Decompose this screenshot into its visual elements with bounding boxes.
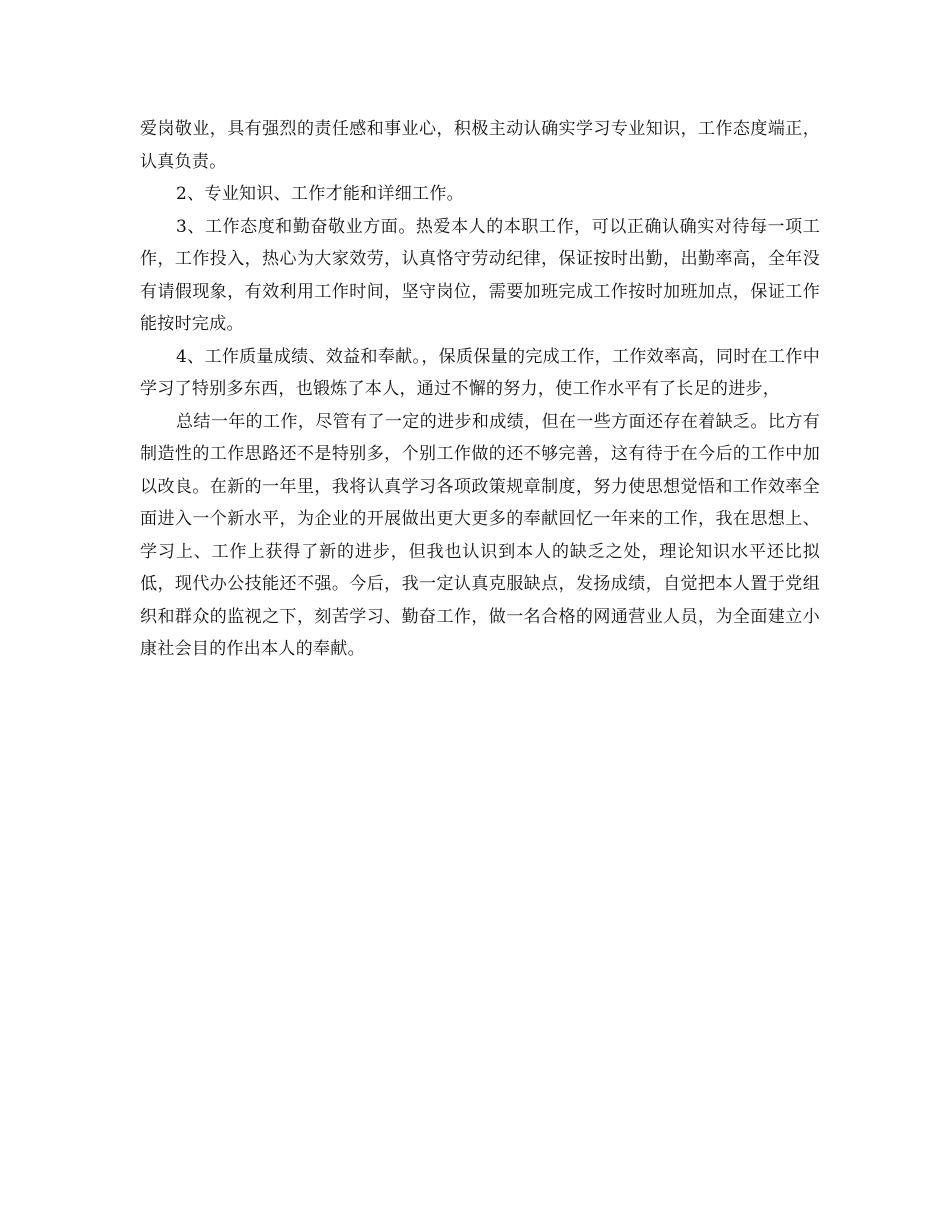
document-page [140, 113, 820, 666]
paragraph-item-4: 4、工作质量成绩、效益和奉献。，保质保量的完成工作，工作效率高，同时在工作中学习了特别多东西，也锻炼了本人，通过不懈的努力，使工作水平有了长足的进步， [140, 346, 820, 399]
paragraph-summary: 总结一年的工作，尽管有了一定的进步和成绩，但在一些方面还存在着缺乏。比方有制造性的工作思路还不是特别多，个别工作做的还不够完善，这有待于在今后的工作中加以改良。在新的一年里，我将认真学习各项政策规章制度，努力使思想觉悟和工作效率全面进入一个新水平，为企业的开展做出更大更多的奉献回忆一年来的工作，我在思想上、学习上、工作上获得了新的进步，但我也认识到本人的缺乏之处，理论知识水平还比拟低，现代办公技能还不强。今后，我一定认真克服缺点，发扬成绩，自觉把本人置于党组织和群众的监视之下，刻苦学习、勤奋工作，做一名合格的网通营业人员，为全面建立小康社会目的作出本人的奉献。 [140, 411, 820, 659]
paragraph-item-3: 3、工作态度和勤奋敬业方面。热爱本人的本职工作，可以正确认确实对待每一项工作，工作投入，热心为大家效劳，认真恪守劳动纪律，保证按时出勤，出勤率高，全年没有请假现象，有效利用工作时间，坚守岗位，需要加班完成工作按时加班加点，保证工作能按时完成。 [140, 216, 820, 334]
paragraph-continuation: 爱岗敬业，具有强烈的责任感和事业心，积极主动认确实学习专业知识，工作态度端正，认真负责。 [140, 119, 820, 172]
paragraph-item-2: 2、专业知识、工作才能和详细工作。 [176, 184, 464, 204]
